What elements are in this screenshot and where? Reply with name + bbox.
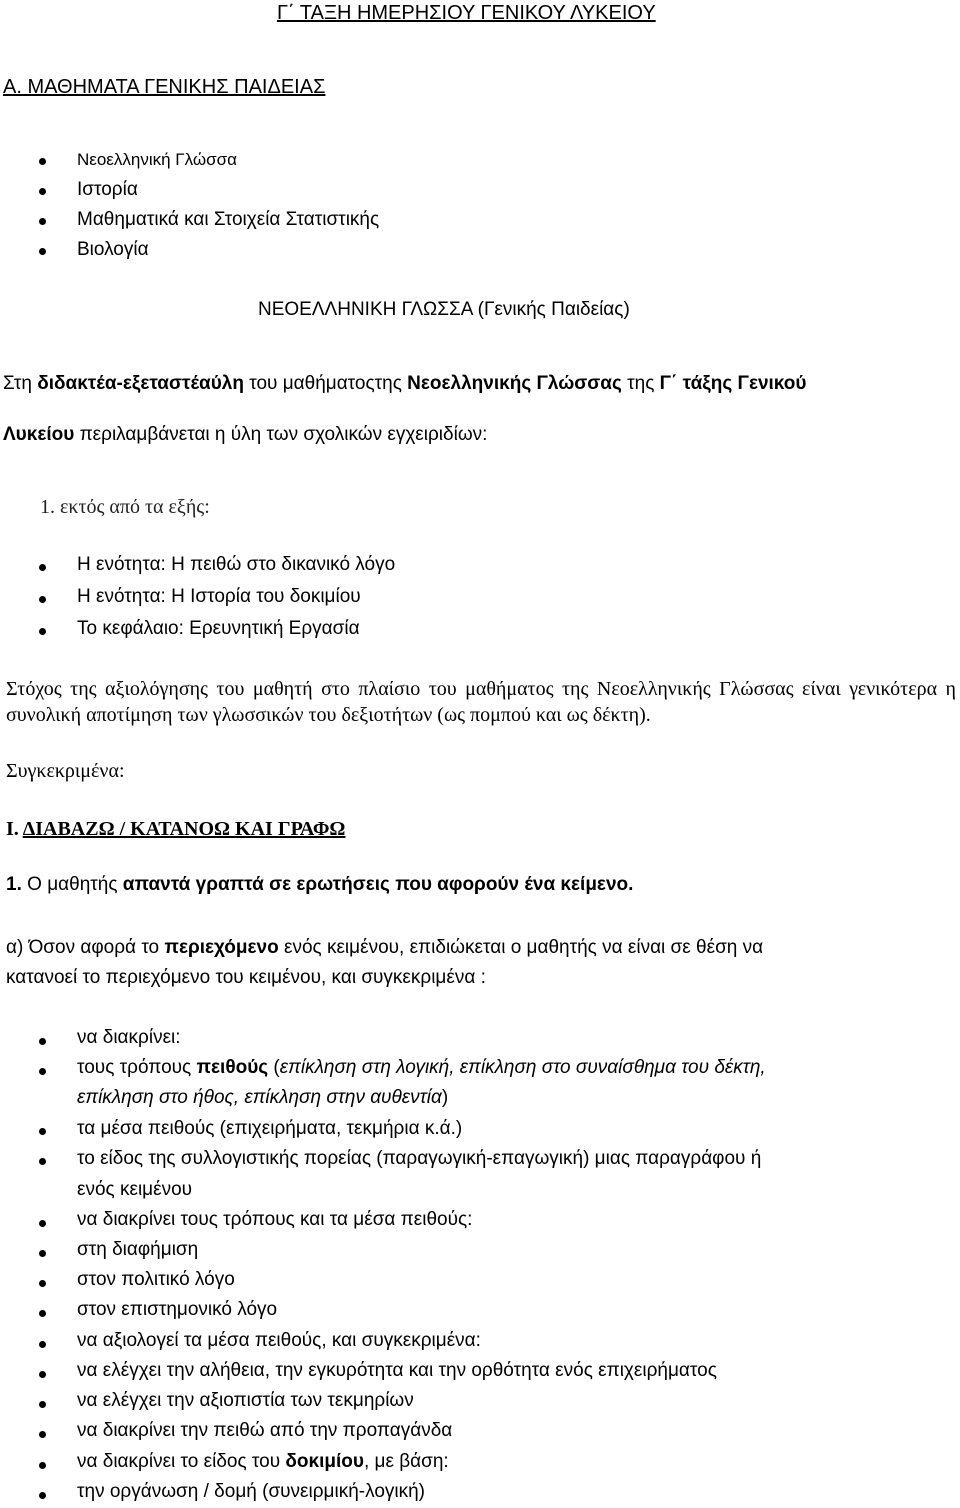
list-item: στον επιστημονικό λόγο bbox=[77, 1299, 278, 1320]
list-item: να διακρίνει την πειθώ από την προπαγάνδα bbox=[77, 1420, 453, 1441]
list-item: στη διαφήμιση bbox=[77, 1239, 199, 1260]
bullet-icon bbox=[39, 1068, 46, 1075]
list-item: Η ενότητα: Η Ιστορία του δοκιμίου bbox=[77, 586, 361, 607]
list-item: να αξιολογεί τα μέσα πειθούς, και συγκεκριμένα: bbox=[77, 1330, 481, 1351]
bullet-icon bbox=[39, 1128, 46, 1135]
list-item: Το κεφάλαιο: Ερευνητική Εργασία bbox=[77, 618, 360, 639]
list-item: να διακρίνει τους τρόπους και τα μέσα πειθούς: bbox=[77, 1209, 473, 1230]
bullet-icon bbox=[39, 596, 46, 603]
list-item: να ελέγχει την αλήθεια, την εγκυρότητα και την ορθότητα ενός επιχειρήματος bbox=[77, 1360, 717, 1381]
numbered-item-1: 1. εκτός από τα εξής: bbox=[40, 496, 210, 518]
page-title: Γ΄ ΤΑΞΗ ΗΜΕΡΗΣΙΟΥ ΓΕΝΙΚΟΥ ΛΥΚΕΙΟΥ bbox=[277, 2, 656, 24]
language-heading: ΝΕΟΕΛΛΗΝΙΚΗ ΓΛΩΣΣΑ (Γενικής Παιδείας) bbox=[258, 299, 630, 320]
list-item: Νεοελληνική Γλώσσα bbox=[77, 150, 237, 169]
list-item-continuation: επίκληση στο ήθος, επίκληση στην αυθεντία) bbox=[77, 1087, 449, 1108]
list-item: να ελέγχει την αξιοπιστία των τεκμηρίων bbox=[77, 1390, 414, 1411]
content-paragraph-line-1: α) Όσον αφορά το περιεχόμενο ενός κειμένου, επιδιώκεται ο μαθητής να είναι σε θέση να bbox=[6, 937, 764, 958]
bullet-icon bbox=[39, 188, 46, 195]
bullet-icon bbox=[39, 1038, 46, 1045]
bullet-icon bbox=[39, 1371, 46, 1378]
list-item: Ιστορία bbox=[77, 179, 138, 200]
intro-line-2: Λυκείου περιλαμβάνεται η ύλη των σχολικών εγχειριδίων: bbox=[3, 424, 488, 445]
list-item: τα μέσα πειθούς (επιχειρήματα, τεκμήρια κ.ά.) bbox=[77, 1118, 463, 1139]
bullet-icon bbox=[39, 248, 46, 255]
section-a-heading: Α. ΜΑΘΗΜΑΤΑ ΓΕΝΙΚΗΣ ΠΑΙΔΕΙΑΣ bbox=[3, 76, 326, 98]
bullet-icon bbox=[39, 1250, 46, 1257]
bullet-icon bbox=[39, 158, 46, 165]
intro-line-1: Στη διδακτέα-εξεταστέαύλη του μαθήματοςτης Νεοελληνικής Γλώσσας της Γ΄ τάξης Γενικού bbox=[3, 373, 807, 394]
bullet-icon bbox=[39, 1158, 46, 1165]
bullet-icon bbox=[39, 1492, 46, 1499]
bullet-icon bbox=[39, 218, 46, 225]
list-item-continuation: ενός κειμένου bbox=[77, 1179, 193, 1200]
list-item: το είδος της συλλογιστικής πορείας (παραγωγική-επαγωγική) μιας παραγράφου ή bbox=[77, 1148, 762, 1169]
list-item: τους τρόπους πειθούς (επίκληση στη λογική, επίκληση στο συναίσθημα του δέκτη, bbox=[77, 1057, 766, 1078]
goal-paragraph: Στόχος της αξιολόγησης του μαθητή στο πλαίσιο του μαθήματος της Νεοελληνικής Γλώσσας είναι γενικότερα η συνολική αποτίμηση των γλωσσικών του δεξιοτήτων (ως πομπού και ως δέκτη). bbox=[6, 678, 956, 726]
bullet-icon bbox=[39, 1431, 46, 1438]
list-item: στον πολιτικό λόγο bbox=[77, 1269, 235, 1290]
content-paragraph-line-2: κατανοεί το περιεχόμενο του κειμένου, και συγκεκριμένα : bbox=[6, 967, 486, 988]
bullet-icon bbox=[39, 1310, 46, 1317]
bullet-icon bbox=[39, 1401, 46, 1408]
list-item: να διακρίνει: bbox=[77, 1027, 181, 1048]
bullet-icon bbox=[39, 1341, 46, 1348]
list-item: την οργάνωση / δομή (συνειρμική-λογική) bbox=[77, 1481, 426, 1502]
bullet-icon bbox=[39, 1220, 46, 1227]
list-item: να διακρίνει το είδος του δοκιμίου, με βάση: bbox=[77, 1451, 449, 1472]
part-one-heading: Ι. ΔΙΑΒΑΖΩ / ΚΑΤΑΝΟΩ ΚΑΙ ΓΡΑΦΩ bbox=[6, 818, 346, 840]
list-item: Η ενότητα: Η πειθώ στο δικανικό λόγο bbox=[77, 554, 396, 575]
point-one: 1. Ο μαθητής απαντά γραπτά σε ερωτήσεις που αφορούν ένα κείμενο. bbox=[6, 874, 634, 895]
bullet-icon bbox=[39, 1462, 46, 1469]
specifically-label: Συγκεκριμένα: bbox=[6, 760, 125, 782]
list-item: Βιολογία bbox=[77, 239, 149, 260]
bullet-icon bbox=[39, 564, 46, 571]
bullet-icon bbox=[39, 628, 46, 635]
bullet-icon bbox=[39, 1280, 46, 1287]
list-item: Μαθηματικά και Στοιχεία Στατιστικής bbox=[77, 209, 380, 230]
